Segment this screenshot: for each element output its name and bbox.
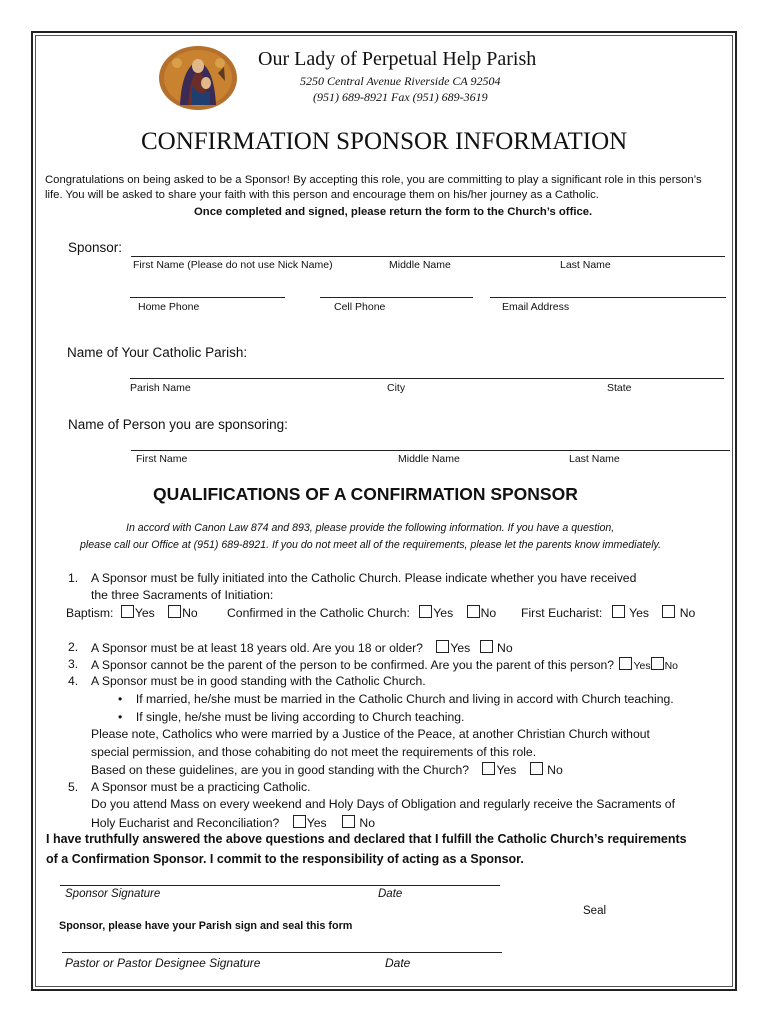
declaration-line-1: I have truthfully answered the above questions and declared that I fulfill the Catholic Church’s requirements (46, 832, 687, 846)
q5-no-checkbox[interactable] (342, 815, 355, 828)
q2-text: A Sponsor must be at least 18 years old. Are you 18 or older? (91, 641, 423, 655)
page-title: CONFIRMATION SPONSOR INFORMATION (141, 128, 628, 155)
email-label: Email Address (502, 301, 570, 313)
parish-address: 5250 Central Avenue Riverside CA 92504 (300, 74, 501, 88)
parish-state-label: State (607, 382, 632, 394)
pastor-date-label: Date (385, 956, 411, 970)
baptism-yes-checkbox[interactable] (121, 605, 134, 618)
home-phone-field[interactable] (130, 297, 285, 298)
q1-text-2: the three Sacraments of Initiation: (91, 588, 274, 602)
email-field[interactable] (490, 297, 726, 298)
q5-yes-checkbox[interactable] (293, 815, 306, 828)
q3-no-label: No (664, 660, 679, 672)
sponsor-first-name-label: First Name (Please do not use Nick Name) (133, 259, 333, 271)
sponsor-signature-label: Sponsor Signature (65, 888, 161, 900)
baptism-no-checkbox[interactable] (168, 605, 181, 618)
q3-row (91, 657, 678, 672)
first-eucharist-row (521, 605, 695, 620)
parish-field[interactable] (130, 378, 724, 379)
parish-name: Our Lady of Perpetual Help Parish (258, 48, 537, 70)
sponsor-date-label: Date (378, 888, 403, 900)
q1-number: 1. (68, 571, 79, 585)
q5-text: A Sponsor must be a practicing Catholic. (91, 780, 311, 794)
parish-section-label: Name of Your Catholic Parish: (67, 345, 248, 360)
q4-question: Based on these guidelines, are you in good standing with the Church? (91, 763, 470, 777)
cell-phone-field[interactable] (320, 297, 473, 298)
confirmed-yes-checkbox[interactable] (419, 605, 432, 618)
first-eucharist-yes-label: Yes (629, 606, 649, 620)
intro-line-3: Once completed and signed, please return the form to the Church’s office. (194, 206, 593, 218)
baptism-yes-label: Yes (134, 606, 155, 620)
q4-bullet-1: • If married, he/she must be married in the Catholic Church and living in accord with Church teaching. (118, 692, 674, 706)
q4-no-checkbox[interactable] (530, 762, 543, 775)
pastor-signature-label: Pastor or Pastor Designee Signature (65, 956, 261, 970)
q5-no-label: No (359, 816, 375, 830)
candidate-name-field[interactable] (131, 450, 730, 451)
q4-bullet-1-text: If married, he/she must be married in the Catholic Church and living in accord with Church teaching. (135, 692, 674, 706)
confirmed-no-label: No (480, 606, 497, 620)
seal-label: Seal (583, 905, 607, 917)
first-eucharist-yes-checkbox[interactable] (612, 605, 625, 618)
q4-number: 4. (68, 674, 79, 688)
first-eucharist-label: First Eucharist: (521, 606, 603, 620)
q2-no-label: No (497, 641, 513, 655)
first-eucharist-no-checkbox[interactable] (662, 605, 675, 618)
q3-number: 3. (68, 657, 79, 671)
q5-text-2: Do you attend Mass on every weekend and Holy Days of Obligation and regularly receive the Sacraments of (91, 797, 675, 811)
confirmed-row (227, 605, 496, 620)
intro-line-1: Congratulations on being asked to be a Sponsor! By accepting this role, you are committing to play a significant role in this person’s (45, 174, 702, 186)
parish-city-label: City (387, 382, 406, 394)
q4-bullet-2-text: If single, he/she must be living according to Church teaching. (135, 710, 465, 724)
q3-yes-label: Yes (633, 660, 651, 672)
q5-number: 5. (68, 780, 79, 794)
home-phone-label: Home Phone (138, 301, 200, 313)
sponsor-middle-name-label: Middle Name (389, 259, 451, 271)
q2-no-checkbox[interactable] (480, 640, 493, 653)
q4-yes-checkbox[interactable] (482, 762, 495, 775)
candidate-section-label: Name of Person you are sponsoring: (68, 417, 288, 432)
pastor-signature-field[interactable] (62, 952, 502, 953)
qualifications-intro-1: In accord with Canon Law 874 and 893, please provide the following information. If you have a question, (126, 522, 615, 534)
cell-phone-label: Cell Phone (334, 301, 386, 313)
q4-row (91, 762, 563, 777)
baptism-row (66, 605, 198, 620)
first-eucharist-no-label: No (679, 606, 696, 620)
q5-question: Holy Eucharist and Reconciliation? (91, 816, 280, 830)
q2-row (91, 640, 513, 655)
sponsor-last-name-label: Last Name (560, 259, 611, 271)
qualifications-intro-2: please call our Office at (951) 689-8921. If you do not meet all of the requirements, please let the parents know immediately. (80, 539, 662, 551)
q4-note-1: Please note, Catholics who were married by a Justice of the Peace, at another Christian Church without (91, 727, 650, 741)
q4-bullet-2: • If single, he/she must be living according to Church teaching. (118, 710, 465, 724)
q5-row (91, 815, 375, 830)
q3-text: A Sponsor cannot be the parent of the person to be confirmed. Are you the parent of this person? (91, 658, 615, 672)
q3-yes-checkbox[interactable] (619, 657, 632, 670)
intro-line-2: life. You will be asked to share your faith with this person and encourage them on his/her journey as a Catholic. (45, 189, 599, 201)
baptism-label: Baptism: (66, 606, 114, 620)
q1-text: A Sponsor must be fully initiated into the Catholic Church. Please indicate whether you have received (91, 571, 637, 585)
confirmed-yes-label: Yes (433, 606, 454, 620)
q4-note-2: special permission, and those cohabiting do not meet the requirements of this role. (91, 745, 537, 759)
sponsor-name-field[interactable] (131, 256, 725, 257)
baptism-no-label: No (182, 606, 198, 620)
parish-icon-image (158, 45, 238, 111)
candidate-middle-name-label: Middle Name (398, 453, 460, 465)
parish-phone-fax: (951) 689-8921 Fax (951) 689-3619 (313, 90, 488, 104)
parish-note: Sponsor, please have your Parish sign and seal this form (59, 920, 353, 932)
confirmed-no-checkbox[interactable] (467, 605, 480, 618)
q2-number: 2. (68, 640, 79, 654)
sponsor-signature-field[interactable] (60, 885, 500, 886)
q2-yes-label: Yes (450, 641, 471, 655)
q4-text: A Sponsor must be in good standing with the Catholic Church. (91, 674, 426, 688)
q3-no-checkbox[interactable] (651, 657, 664, 670)
q2-yes-checkbox[interactable] (436, 640, 449, 653)
candidate-last-name-label: Last Name (569, 453, 620, 465)
candidate-first-name-label: First Name (136, 453, 188, 465)
confirmed-label: Confirmed in the Catholic Church: (227, 606, 410, 620)
q4-no-label: No (547, 763, 563, 777)
declaration-line-2: of a Confirmation Sponsor. I commit to the responsibility of acting as a Sponsor. (46, 852, 524, 866)
q5-yes-label: Yes (306, 816, 327, 830)
sponsor-label: Sponsor: (68, 240, 123, 255)
parish-name-label: Parish Name (130, 382, 191, 394)
qualifications-title: QUALIFICATIONS OF A CONFIRMATION SPONSOR (153, 484, 578, 504)
q4-yes-label: Yes (496, 763, 517, 777)
